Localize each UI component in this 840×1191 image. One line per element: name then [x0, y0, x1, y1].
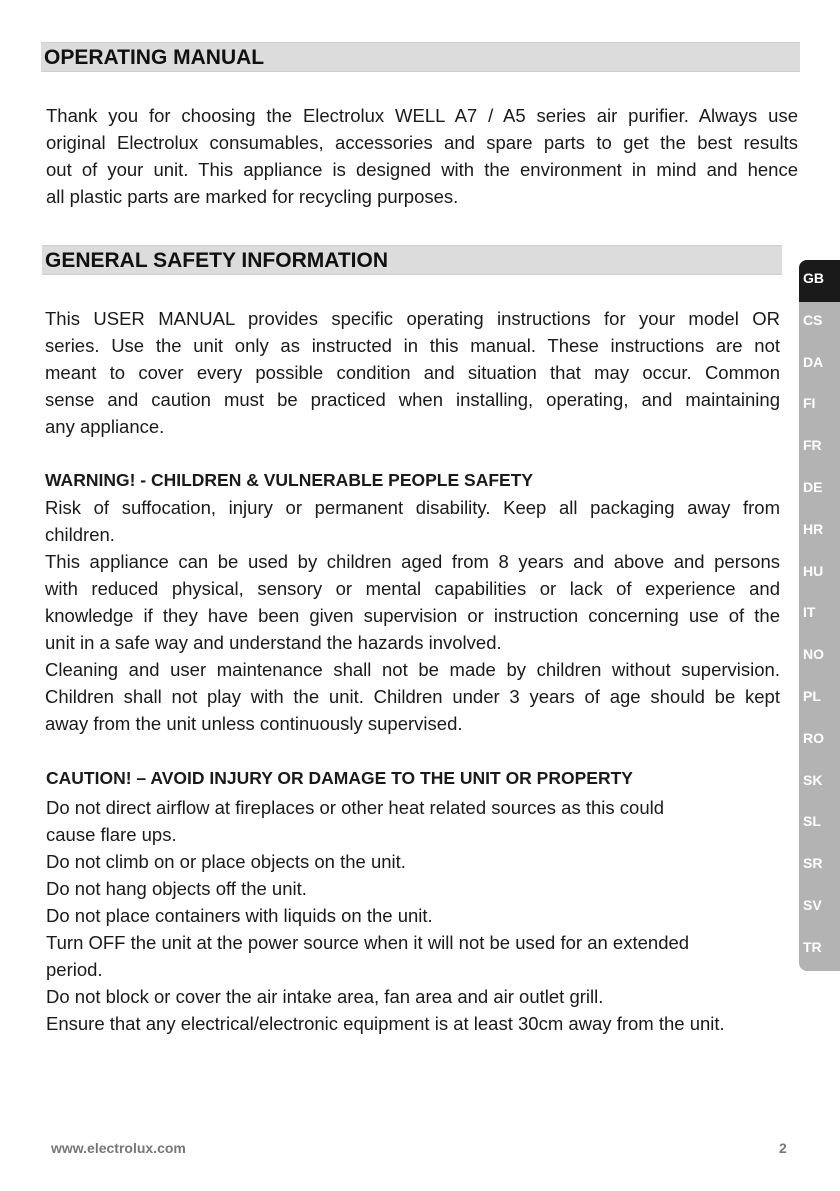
warning-heading: WARNING! - CHILDREN & VULNERABLE PEOPLE SAFETY — [45, 470, 534, 490]
language-tab-de[interactable]: DE — [803, 478, 823, 495]
text-line: period. — [46, 959, 103, 980]
language-tab-hu[interactable]: HU — [803, 562, 824, 579]
text-line: Do not place containers with liquids on the unit. — [46, 905, 433, 926]
language-tab-da[interactable]: DA — [803, 353, 824, 370]
intro-paragraph — [46, 102, 798, 210]
text-line: Do not hang objects off the unit. — [46, 878, 307, 899]
language-tab-cs[interactable]: CS — [803, 311, 823, 328]
language-tab-tr[interactable]: TR — [803, 938, 822, 955]
language-tab-fr[interactable]: FR — [803, 437, 822, 454]
warning-paragraph — [45, 494, 780, 737]
language-tab-no[interactable]: NO — [803, 646, 824, 663]
text-line: cause flare ups. — [46, 824, 177, 845]
text-line: This appliance can be used by children aged from 8 years and above and persons — [45, 551, 780, 572]
language-tab-ro[interactable]: RO — [803, 729, 824, 746]
text-line: knowledge if they have been given supervision or instruction concerning use of the — [45, 605, 780, 626]
text-line: unit in a safe way and understand the hazards involved. — [45, 632, 502, 653]
language-tab-fi[interactable]: FI — [803, 395, 816, 412]
text-line: Do not block or cover the air intake area, fan area and air outlet grill. — [46, 986, 604, 1007]
text-line: Do not climb on or place objects on the unit. — [46, 851, 406, 872]
text-line: Ensure that any electrical/electronic equipment is at least 30cm away from the unit. — [46, 1013, 725, 1034]
text-line: out of your unit. This appliance is designed with the environment in mind and hence — [46, 159, 798, 180]
language-tabs — [799, 260, 840, 971]
text-line: sense and caution must be practiced when installing, operating, and maintaining — [45, 389, 780, 410]
text-line: Risk of suffocation, injury or permanent disability. Keep all packaging away from — [45, 497, 780, 518]
text-line: with reduced physical, sensory or mental capabilities or lack of experience and — [45, 578, 780, 599]
language-tab-sv[interactable]: SV — [803, 896, 822, 913]
language-tab-hr[interactable]: HR — [803, 520, 824, 537]
text-line: Thank you for choosing the Electrolux WELL A7 / A5 series air purifier. Always use — [46, 105, 798, 126]
text-line: Do not direct airflow at fireplaces or other heat related sources as this could — [46, 797, 665, 818]
language-tab-sk[interactable]: SK — [803, 771, 823, 788]
footer-website: www.electrolux.com — [51, 1140, 186, 1156]
language-tab-sl[interactable]: SL — [803, 813, 821, 830]
caution-paragraph — [46, 794, 798, 1037]
general-safety-heading: GENERAL SAFETY INFORMATION — [42, 245, 782, 275]
caution-heading: CAUTION! – AVOID INJURY OR DAMAGE TO THE UNIT OR PROPERTY — [46, 768, 633, 788]
language-tab-sr[interactable]: SR — [803, 855, 823, 872]
text-line: all plastic parts are marked for recycling purposes. — [46, 186, 459, 207]
text-line: away from the unit unless continuously supervised. — [45, 713, 463, 734]
language-tab-pl[interactable]: PL — [803, 687, 821, 704]
text-line: children. — [45, 524, 115, 545]
language-tab-gb[interactable]: GB — [799, 260, 840, 302]
text-line: original Electrolux consumables, accessories and spare parts to get the best results — [46, 132, 798, 153]
text-line: This USER MANUAL provides specific operating instructions for your model OR — [45, 308, 780, 329]
safety-intro-paragraph — [45, 305, 780, 440]
text-line: Cleaning and user maintenance shall not be made by children without supervision. — [45, 659, 780, 680]
text-line: series. Use the unit only as instructed in this manual. These instructions are not — [45, 335, 780, 356]
operating-manual-heading: OPERATING MANUAL — [41, 42, 800, 72]
text-line: Turn OFF the unit at the power source when it will not be used for an extended — [46, 932, 690, 953]
language-tab-it[interactable]: IT — [803, 604, 816, 621]
text-line: Children shall not play with the unit. Children under 3 years of age should be kept — [45, 686, 780, 707]
text-line: any appliance. — [45, 416, 165, 437]
page-number: 2 — [779, 1140, 787, 1156]
text-line: meant to cover every possible condition and situation that may occur. Common — [45, 362, 780, 383]
